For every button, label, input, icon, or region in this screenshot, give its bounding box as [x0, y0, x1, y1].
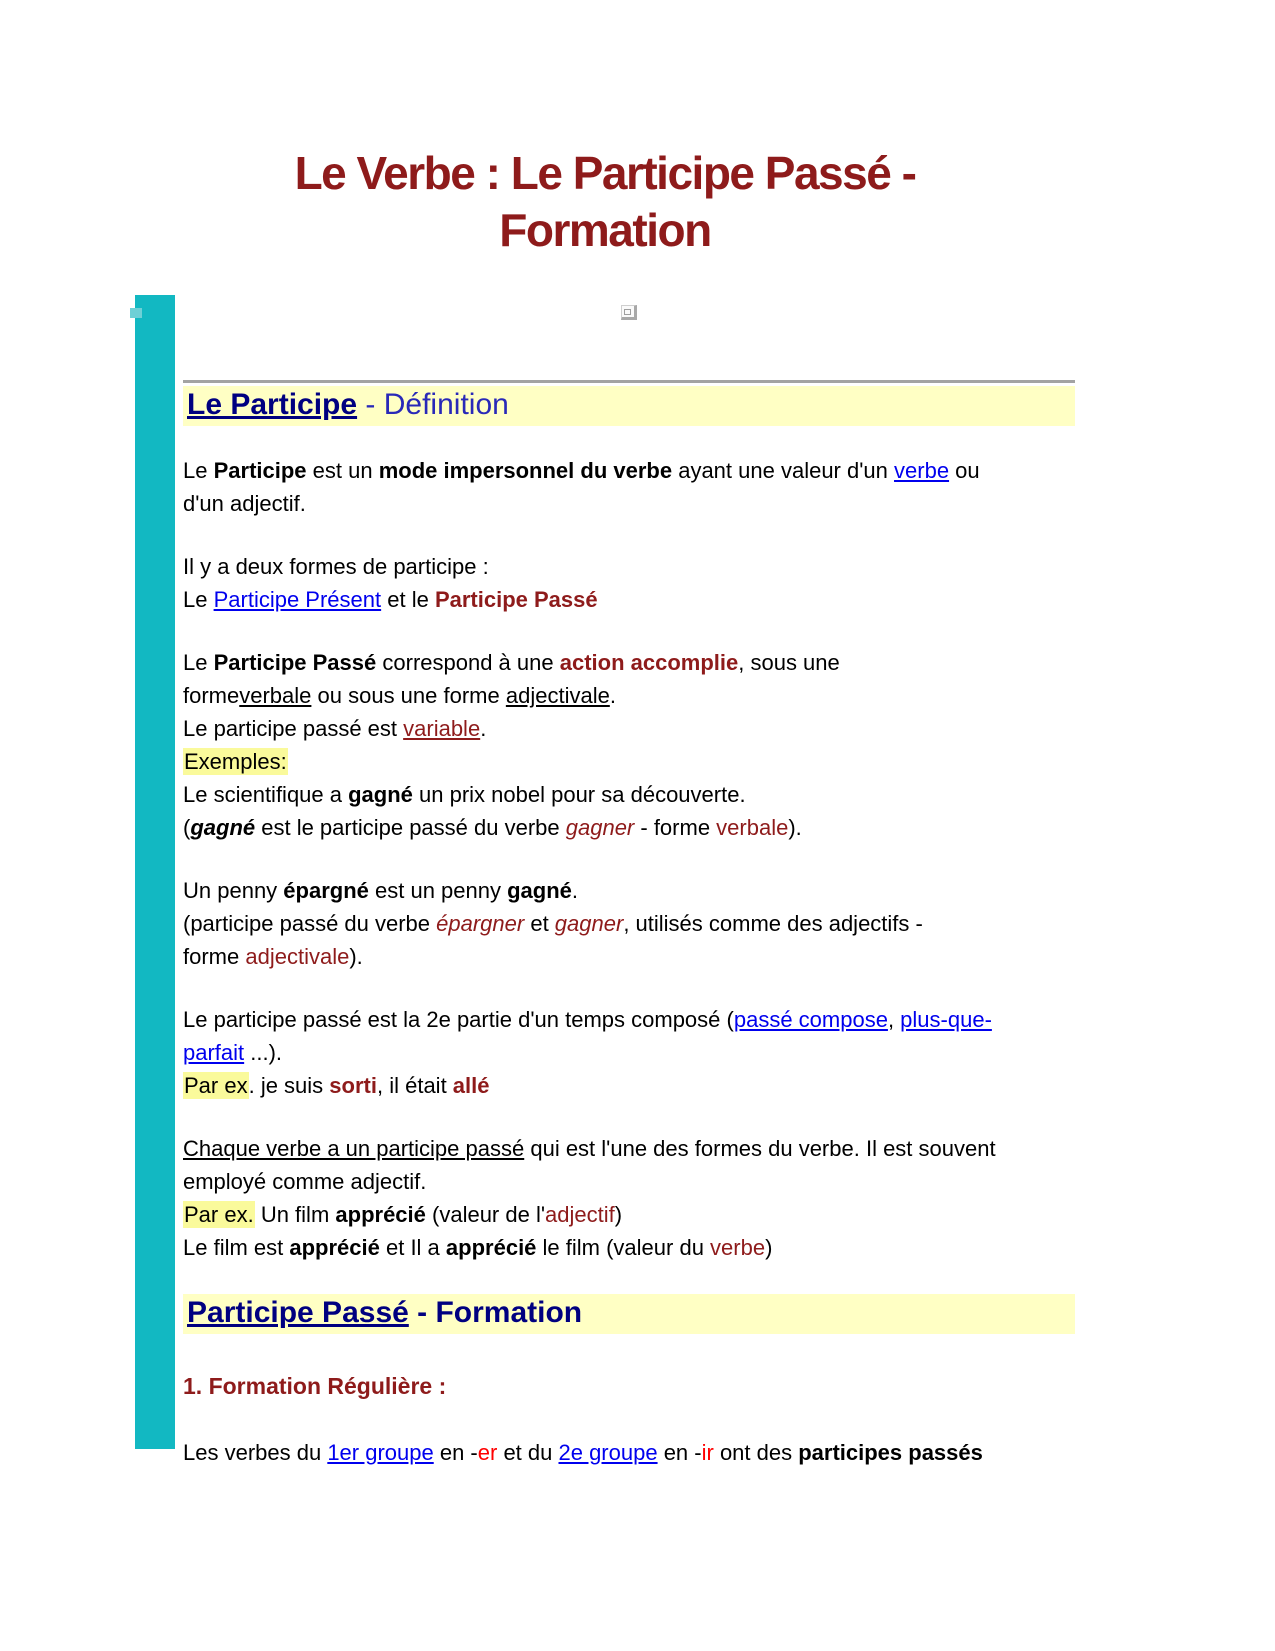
text-run: .: [571, 878, 579, 903]
formation-section-header: [183, 1294, 1075, 1334]
text-run: forme: [183, 944, 246, 969]
broken-image-inner-icon: [624, 309, 631, 315]
text-run: et le: [381, 587, 435, 612]
ir-ending-term: ir: [701, 1440, 714, 1465]
text-run: - forme: [634, 815, 717, 840]
adjectif-red-term: adjectif: [545, 1202, 615, 1227]
bold-term: apprécié: [289, 1235, 380, 1260]
text-run: . je suis: [248, 1073, 330, 1098]
paragraph-intro: [183, 454, 1075, 520]
bold-term: Participe: [213, 458, 307, 483]
document-body: [183, 0, 1075, 1469]
text-run: Le: [183, 458, 214, 483]
text-run: ou sous une forme: [311, 683, 506, 708]
adjectivale-red-term: adjectivale: [245, 944, 350, 969]
bold-term: Participe Passé: [213, 650, 377, 675]
section-divider: [183, 380, 1075, 383]
paragraph-chaque-verbe: [183, 1132, 1075, 1264]
text-run: correspond à une: [376, 650, 560, 675]
definition-section-header: [183, 386, 1075, 426]
bold-term: gagné: [507, 878, 572, 903]
text-run: (valeur de l': [425, 1202, 546, 1227]
er-ending-term: er: [477, 1440, 498, 1465]
text-run: (participe passé du verbe: [183, 911, 437, 936]
text-run: , utilisés comme des adjectifs -: [623, 911, 923, 936]
accent-bar-notch: [130, 308, 142, 318]
verbe-link[interactable]: verbe: [894, 458, 950, 483]
text-run: un prix nobel pour sa découverte.: [412, 782, 746, 807]
paragraph-penny: [183, 874, 1075, 973]
paragraph-two-forms: [183, 550, 1075, 616]
passe-compose-link[interactable]: passé compose: [733, 1007, 888, 1032]
par-ex-highlight: Par ex: [184, 1073, 248, 1098]
text-run: d'un adjectif.: [183, 491, 306, 516]
text-run: .: [609, 683, 616, 708]
text-run: le film (valeur du: [536, 1235, 711, 1260]
le-participe-header-link[interactable]: Le Participe: [187, 388, 358, 421]
text-run: ...).: [244, 1040, 283, 1065]
text-run: ayant une valeur d'un: [672, 458, 895, 483]
text-run: ont des: [713, 1440, 799, 1465]
variable-term: variable: [403, 716, 481, 741]
chaque-verbe-underlined-term: Chaque verbe a un participe passé: [183, 1136, 525, 1161]
text-run: ,: [887, 1007, 901, 1032]
bold-term: épargné: [283, 878, 369, 903]
page-title-line1: Le Verbe : Le Participe Passé -: [294, 147, 916, 199]
text-run: Le film est: [183, 1235, 290, 1260]
text-run: , il était: [376, 1073, 453, 1098]
text-run: et du: [497, 1440, 559, 1465]
text-run: et Il a: [379, 1235, 446, 1260]
text-run: .: [480, 716, 487, 741]
paragraph-groups: [183, 1436, 1075, 1469]
text-run: est un penny: [368, 878, 508, 903]
text-run: Le participe passé est: [183, 716, 404, 741]
formation-header-suffix: - Formation: [408, 1296, 583, 1329]
icon-row: [183, 305, 1075, 320]
bold-term: apprécié: [445, 1235, 537, 1260]
text-run: Le: [183, 587, 214, 612]
gagner-italic-term: gagner: [565, 815, 635, 840]
participe-present-link[interactable]: Participe Présent: [213, 587, 382, 612]
verbale-red-term: verbale: [716, 815, 789, 840]
text-run: en -: [433, 1440, 478, 1465]
text-run: est un: [306, 458, 379, 483]
text-run: ).: [349, 944, 363, 969]
text-run: , sous une: [738, 650, 840, 675]
formation-reguliere-subheading: 1. Formation Régulière :: [183, 1373, 447, 1399]
text-run: en -: [657, 1440, 702, 1465]
text-run: qui est l'une des formes du verbe. Il est souvent: [524, 1136, 996, 1161]
verbe-red-term: verbe: [710, 1235, 766, 1260]
participe-passe-term: Participe Passé: [434, 587, 598, 612]
plus-que-parfait-link-part1[interactable]: plus-que-: [900, 1007, 992, 1032]
premier-groupe-link[interactable]: 1er groupe: [327, 1440, 434, 1465]
paragraph-correspond: [183, 646, 1075, 844]
gagne-bold-italic-term: gagné: [190, 815, 256, 840]
text-run: employé comme adjectif.: [183, 1169, 427, 1194]
participe-passe-header-link[interactable]: Participe Passé: [187, 1296, 409, 1329]
text-run: est le participe passé du verbe: [255, 815, 566, 840]
verbale-underlined-term: verbale: [239, 683, 312, 708]
exemples-highlight: Exemples:: [184, 749, 287, 774]
gagner-italic-term: gagner: [554, 911, 624, 936]
text-run: ): [765, 1235, 773, 1260]
par-ex-highlight: Par ex.: [184, 1202, 254, 1227]
text-run: Il y a deux formes de participe :: [183, 554, 489, 579]
bold-term: participes passés: [798, 1440, 983, 1465]
epargner-italic-term: épargner: [436, 911, 525, 936]
bold-term: gagné: [348, 782, 413, 807]
text-run: et: [524, 911, 555, 936]
text-run: Le: [183, 650, 214, 675]
deuxieme-groupe-link[interactable]: 2e groupe: [558, 1440, 658, 1465]
broken-image-icon: [621, 305, 637, 320]
text-run: forme: [183, 683, 240, 708]
text-run: Un penny: [183, 878, 284, 903]
text-run: Le participe passé est la 2e partie d'un temps composé (: [183, 1007, 734, 1032]
bold-term: mode impersonnel du verbe: [378, 458, 673, 483]
text-run: (: [183, 815, 191, 840]
text-run: Les verbes du: [183, 1440, 328, 1465]
action-accomplie-term: action accomplie: [559, 650, 739, 675]
text-run: ).: [788, 815, 802, 840]
definition-header-suffix: - Définition: [357, 388, 509, 421]
sorti-term: sorti: [329, 1073, 377, 1098]
text-run: Un film: [254, 1202, 336, 1227]
bold-term: apprécié: [335, 1202, 426, 1227]
page-title-line2: Formation: [499, 204, 711, 256]
text-run: Le scientifique a: [183, 782, 349, 807]
page-title: [159, 145, 1051, 259]
adjectivale-underlined-term: adjectivale: [505, 683, 610, 708]
text-run: ou: [949, 458, 980, 483]
text-run: ): [614, 1202, 623, 1227]
paragraph-temps-compose: [183, 1003, 1075, 1102]
plus-que-parfait-link-part2[interactable]: parfait: [183, 1040, 245, 1065]
left-accent-bar: [135, 295, 175, 1449]
alle-term: allé: [452, 1073, 490, 1098]
